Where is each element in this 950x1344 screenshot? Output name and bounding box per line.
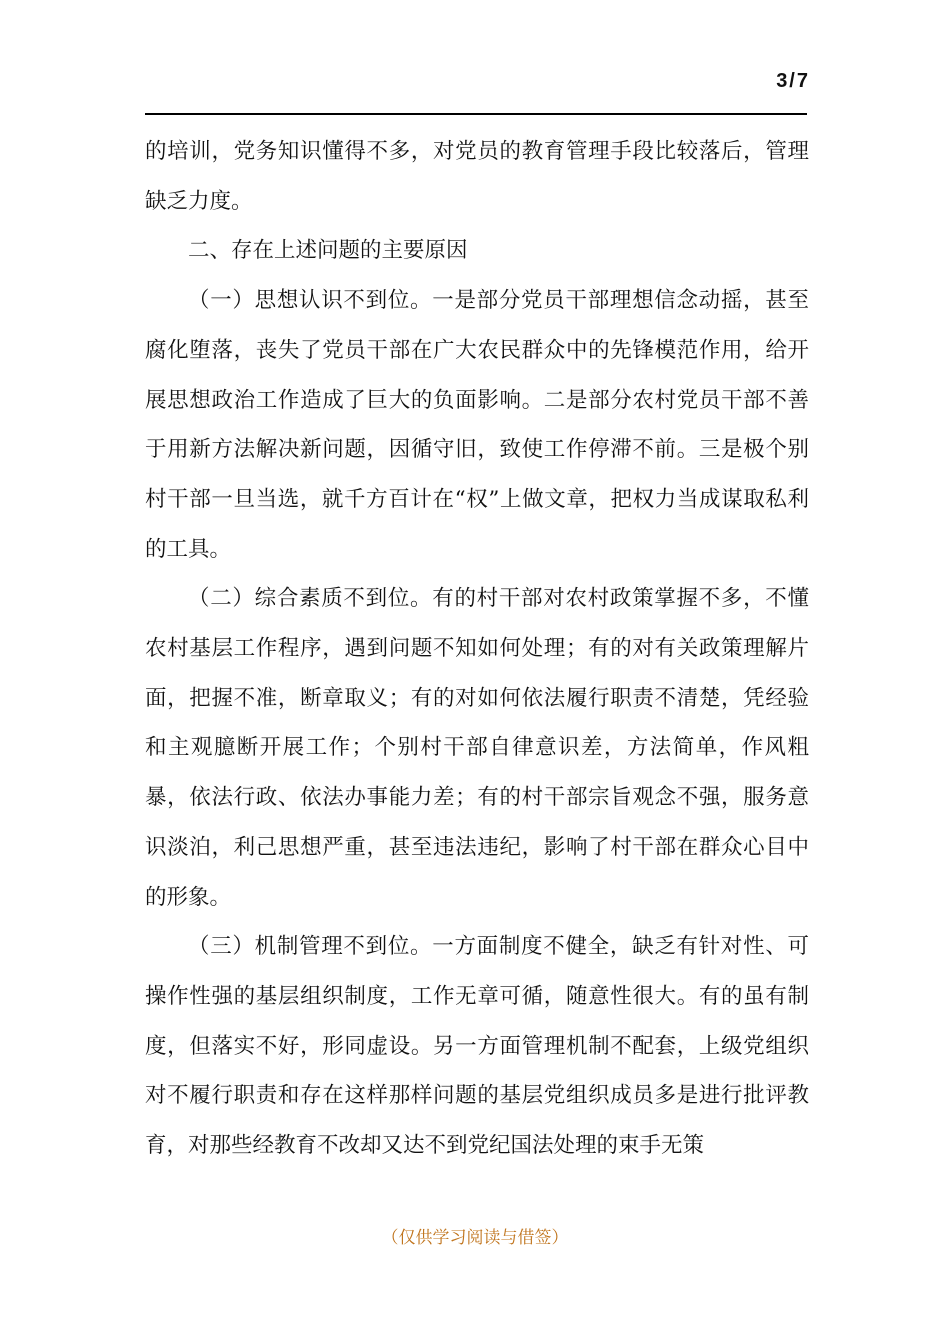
paragraph-mechanism: （三）机制管理不到位。一方面制度不健全，缺乏有针对性、可操作性强的基层组织制度，工作无章可循，随意性很大。有的虽有制度，但落实不好，形同虚设。另一方面管理机制不配套，上级党组织对不履行职责和存在这样那样问题的基层党组织成员多是进行批评教育，对那些经教育不改却又达不到党纪国法处理的束手无策 bbox=[145, 934, 809, 1159]
paragraph-ideology: （一）思想认识不到位。一是部分党员干部理想信念动摇，甚至腐化堕落，丧失了党员干部在广大农民群众中的先锋模范作用，给开展思想政治工作造成了巨大的负面影响。二是部分农村党员干部不善于用新方法解决新问题，因循守旧，致使工作停滞不前。三是极个别村干部一旦当选，就千方百计在“权”上做文章，把权力当成谋取私利的工具。 bbox=[145, 288, 809, 562]
section-heading: 二、存在上述问题的主要原因 bbox=[188, 238, 468, 264]
footer-note: （仅供学习阅读与借签） bbox=[381, 1228, 569, 1248]
page-number: 3/7 bbox=[776, 70, 810, 92]
document-body bbox=[145, 127, 809, 1171]
header-divider bbox=[145, 113, 807, 115]
paragraph-quality: （二）综合素质不到位。有的村干部对农村政策掌握不多，不懂农村基层工作程序，遇到问题不知如何处理；有的对有关政策理解片面，把握不准，断章取义；有的对如何依法履行职责不清楚，凭经验和主观臆断开展工作；个别村干部自律意识差，方法简单，作风粗暴，依法行政、依法办事能力差；有的村干部宗旨观念不强，服务意识淡泊，利己思想严重，甚至违法违纪，影响了村干部在群众心目中的形象。 bbox=[145, 586, 809, 910]
paragraph-continuation: 的培训，党务知识懂得不多，对党员的教育管理手段比较落后，管理缺乏力度。 bbox=[145, 139, 809, 214]
